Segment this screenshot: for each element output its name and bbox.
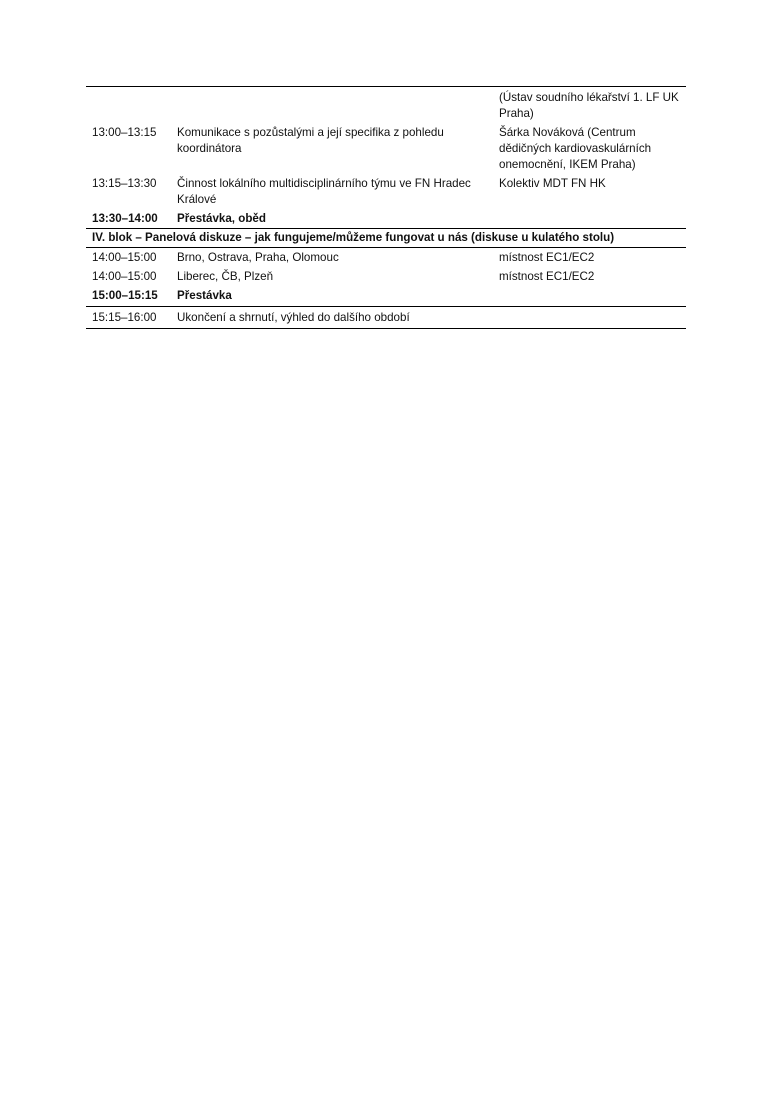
speaker-cell [499,211,686,227]
table-row [86,307,686,328]
speaker-cell: místnost EC1/EC2 [499,270,595,283]
time-cell: 13:30–14:00 [92,212,158,225]
topic-cell: Přestávka, oběd [177,212,266,225]
table-row [86,266,686,285]
table-row [86,173,686,208]
time-cell: 15:15–16:00 [92,311,157,324]
table-row [86,87,686,122]
table-row-break [86,285,686,306]
speaker-cell [499,288,686,304]
table-row [86,248,686,266]
time-cell: 14:00–15:00 [92,251,157,264]
topic-cell: Liberec, ČB, Plzeň [177,270,274,283]
program-table [86,86,686,329]
speaker-cell: Šárka Nováková (Centrum dědičných kardiovaskulárních onemocnění, IKEM Praha) [499,126,652,171]
speaker-cell: místnost EC1/EC2 [499,251,595,264]
time-cell: 13:15–13:30 [92,177,157,190]
topic-cell: Komunikace s pozůstalými a její specifika z pohledu koordinátora [177,126,444,155]
topic-cell [177,90,499,122]
table-row [86,122,686,173]
topic-cell: Přestávka [177,289,232,302]
topic-cell: Brno, Ostrava, Praha, Olomouc [177,251,339,264]
speaker-cell: Kolektiv MDT FN HK [499,177,606,190]
time-cell: 15:00–15:15 [92,289,158,302]
table-row-break [86,208,686,227]
speaker-cell [499,310,686,326]
table-bottom-rule [86,328,686,329]
time-cell [86,90,177,122]
topic-cell: Ukončení a shrnutí, výhled do dalšího období [177,311,410,324]
time-cell: 13:00–13:15 [92,126,157,139]
block-heading: IV. blok – Panelová diskuze – jak fungujeme/můžeme fungovat u nás (diskuse u kulatého stolu) [86,228,686,248]
time-cell: 14:00–15:00 [92,270,157,283]
topic-cell: Činnost lokálního multidisciplinárního týmu ve FN Hradec Králové [177,177,471,206]
speaker-cell: (Ústav soudního lékařství 1. LF UK Praha) [499,91,679,120]
